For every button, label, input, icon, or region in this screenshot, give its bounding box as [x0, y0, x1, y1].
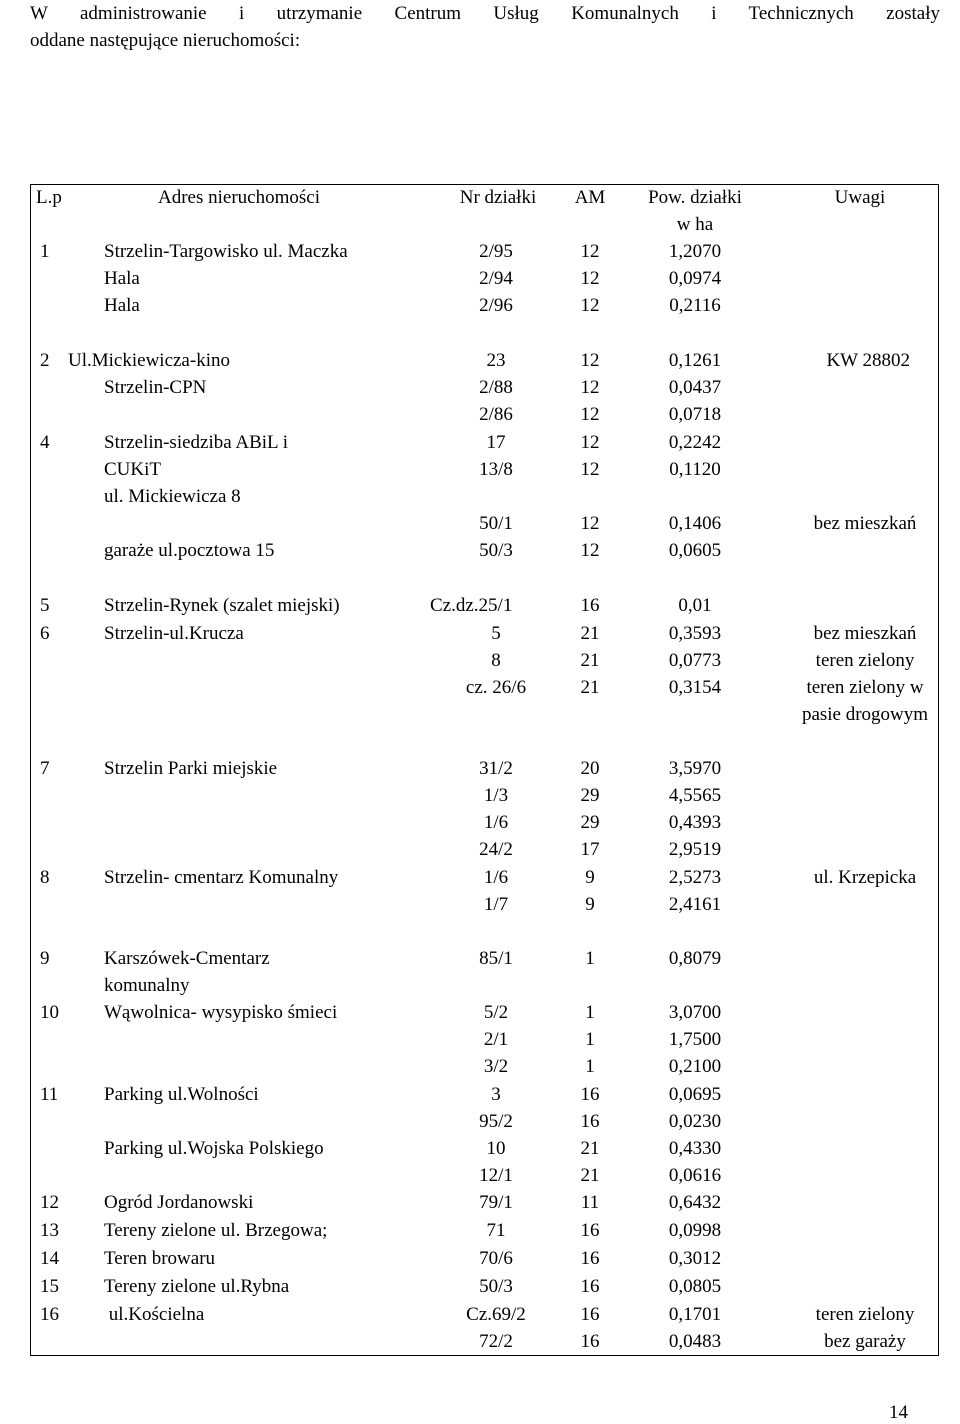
- row-4-adres-1: Strzelin-siedziba ABiL i: [104, 432, 288, 453]
- row-1-nr-3: 2/96: [479, 295, 513, 316]
- row-6-lp: 6: [40, 623, 50, 644]
- row-10-am-2: 1: [585, 1029, 595, 1050]
- row-2-am-3: 12: [580, 404, 600, 425]
- header-lp: L.p: [36, 187, 62, 208]
- row-12-adres: Ogród Jordanowski: [104, 1192, 254, 1213]
- row-7-pow-2: 4,5565: [668, 785, 722, 806]
- row-11-am-4: 21: [580, 1165, 600, 1186]
- row-8-am-2: 9: [585, 894, 595, 915]
- row-5-am: 16: [580, 595, 600, 616]
- row-11-nr-4: 12/1: [479, 1165, 513, 1186]
- table-border-right: [938, 184, 939, 1356]
- row-10-pow-1: 3,0700: [668, 1002, 722, 1023]
- row-5-nr: Cz.dz.25/1: [430, 595, 513, 616]
- row-10-nr-3: 3/2: [483, 1056, 509, 1077]
- row-5-adres: Strzelin-Rynek (szalet miejski): [104, 595, 340, 616]
- row-9-adres-2: komunalny: [104, 975, 190, 996]
- row-8-am-1: 9: [585, 867, 595, 888]
- row-6-pow-2: 0,0773: [668, 650, 722, 671]
- row-9-pow: 0,8079: [668, 948, 722, 969]
- row-11-nr-1: 3: [491, 1084, 501, 1105]
- row-7-am-2: 29: [580, 785, 600, 806]
- row-7-pow-4: 2,9519: [668, 839, 722, 860]
- row-13-nr: 71: [486, 1220, 506, 1241]
- row-10-am-3: 1: [585, 1056, 595, 1077]
- row-16-adres: ul.Kościelna: [104, 1304, 205, 1325]
- row-6-nr-2: 8: [491, 650, 501, 671]
- row-8-pow-1: 2,5273: [668, 867, 722, 888]
- row-4-pow-3: 0,1406: [668, 513, 722, 534]
- row-7-nr-1: 31/2: [479, 758, 513, 779]
- row-7-pow-1: 3,5970: [668, 758, 722, 779]
- row-10-nr-2: 2/1: [483, 1029, 509, 1050]
- row-7-nr-4: 24/2: [479, 839, 513, 860]
- row-6-uwagi-3: teren zielony w: [806, 677, 924, 698]
- row-8-nr-2: 1/7: [483, 894, 509, 915]
- row-16-am-1: 16: [580, 1304, 600, 1325]
- row-8-pow-2: 2,4161: [668, 894, 722, 915]
- row-2-nr-2: 2/88: [479, 377, 513, 398]
- row-8-lp: 8: [40, 867, 50, 888]
- row-6-nr-1: 5: [491, 623, 501, 644]
- row-7-lp: 7: [40, 758, 50, 779]
- row-1-pow-2: 0,0974: [668, 268, 722, 289]
- header-am: AM: [574, 187, 606, 208]
- row-2-am-2: 12: [580, 377, 600, 398]
- row-2-lp: 2: [40, 350, 50, 371]
- row-6-pow-1: 0,3593: [668, 623, 722, 644]
- page-number: 14: [889, 1402, 908, 1423]
- row-8-adres: Strzelin- cmentarz Komunalny: [104, 867, 339, 888]
- row-2-nr-3: 2/86: [479, 404, 513, 425]
- row-13-adres: Tereny zielone ul. Brzegowa;: [104, 1220, 328, 1241]
- row-10-adres: Wąwolnica- wysypisko śmieci: [104, 1002, 338, 1023]
- row-13-am: 16: [580, 1220, 600, 1241]
- row-1-am-1: 12: [580, 241, 600, 262]
- row-6-uwagi-1: bez mieszkań: [813, 623, 917, 644]
- row-16-uwagi-1: teren zielony: [815, 1304, 915, 1325]
- row-16-pow-2: 0,0483: [668, 1331, 722, 1352]
- row-11-nr-3: 10: [486, 1138, 506, 1159]
- row-11-am-1: 16: [580, 1084, 600, 1105]
- row-7-adres: Strzelin Parki miejskie: [104, 758, 278, 779]
- row-6-nr-3: cz. 26/6: [465, 677, 527, 698]
- row-4-am-4: 12: [580, 540, 600, 561]
- row-15-nr: 50/3: [479, 1276, 513, 1297]
- row-11-pow-1: 0,0695: [668, 1084, 722, 1105]
- row-14-pow: 0,3012: [668, 1248, 722, 1269]
- row-4-nr-4: 50/3: [479, 540, 513, 561]
- row-14-adres: Teren browaru: [104, 1248, 216, 1269]
- header-nr: Nr działki: [459, 187, 537, 208]
- row-5-pow: 0,01: [678, 595, 712, 616]
- row-6-uwagi-2: teren zielony: [815, 650, 915, 671]
- row-6-am-1: 21: [580, 623, 600, 644]
- row-4-nr-3: 50/1: [479, 513, 513, 534]
- row-12-pow: 0,6432: [668, 1192, 722, 1213]
- row-1-adres-1: Strzelin-Targowisko ul. Maczka: [104, 241, 348, 262]
- row-11-am-3: 21: [580, 1138, 600, 1159]
- header-pow-1: Pow. działki: [648, 187, 742, 208]
- row-4-am-2: 12: [580, 459, 600, 480]
- row-7-am-1: 20: [580, 758, 600, 779]
- row-12-am: 11: [580, 1192, 600, 1213]
- row-2-pow-3: 0,0718: [668, 404, 722, 425]
- row-4-pow-1: 0,2242: [668, 432, 722, 453]
- row-11-pow-4: 0,0616: [668, 1165, 722, 1186]
- row-16-nr-1: Cz.69/2: [466, 1304, 526, 1325]
- row-13-lp: 13: [40, 1220, 59, 1241]
- row-2-adres-1: Ul.Mickiewicza-kino: [68, 350, 230, 371]
- row-1-nr-2: 2/94: [479, 268, 513, 289]
- row-16-nr-2: 72/2: [479, 1331, 513, 1352]
- row-2-adres-2: Strzelin-CPN: [104, 377, 207, 398]
- row-1-adres-2: Hala: [104, 268, 140, 289]
- row-6-am-3: 21: [580, 677, 600, 698]
- row-15-lp: 15: [40, 1276, 59, 1297]
- row-4-am-3: 12: [580, 513, 600, 534]
- row-4-adres-4: garaże ul.pocztowa 15: [104, 540, 275, 561]
- row-15-adres: Tereny zielone ul.Rybna: [104, 1276, 290, 1297]
- row-7-am-3: 29: [580, 812, 600, 833]
- row-8-uwagi: ul. Krzepicka: [813, 867, 917, 888]
- row-2-pow-1: 0,1261: [668, 350, 722, 371]
- header-pow-2: w ha: [676, 214, 714, 235]
- row-11-adres-2: Parking ul.Wojska Polskiego: [104, 1138, 324, 1159]
- row-4-pow-4: 0,0605: [668, 540, 722, 561]
- row-11-am-2: 16: [580, 1111, 600, 1132]
- row-11-pow-2: 0,0230: [668, 1111, 722, 1132]
- header-adres: Adres nieruchomości: [158, 187, 320, 208]
- row-14-am: 16: [580, 1248, 600, 1269]
- row-10-pow-3: 0,2100: [668, 1056, 722, 1077]
- row-12-nr: 79/1: [479, 1192, 513, 1213]
- row-2-nr-1: 23: [486, 350, 506, 371]
- row-6-am-2: 21: [580, 650, 600, 671]
- row-2-am-1: 12: [580, 350, 600, 371]
- row-15-am: 16: [580, 1276, 600, 1297]
- row-14-nr: 70/6: [479, 1248, 513, 1269]
- row-15-pow: 0,0805: [668, 1276, 722, 1297]
- row-5-lp: 5: [40, 595, 50, 616]
- row-1-adres-3: Hala: [104, 295, 140, 316]
- row-2-pow-2: 0,0437: [668, 377, 722, 398]
- intro-line-1: W administrowanie i utrzymanie Centrum Usług Komunalnych i Technicznych zostały: [30, 3, 940, 24]
- row-9-nr: 85/1: [479, 948, 513, 969]
- row-7-nr-2: 1/3: [483, 785, 509, 806]
- row-11-nr-2: 95/2: [479, 1111, 513, 1132]
- row-1-pow-3: 0,2116: [669, 295, 721, 316]
- row-16-pow-1: 0,1701: [668, 1304, 722, 1325]
- row-6-adres: Strzelin-ul.Krucza: [104, 623, 244, 644]
- row-4-adres-2: CUKiT: [104, 459, 161, 480]
- row-16-uwagi-2: bez garaży: [824, 1331, 906, 1352]
- row-7-am-4: 17: [580, 839, 600, 860]
- row-4-am-1: 12: [580, 432, 600, 453]
- row-8-nr-1: 1/6: [483, 867, 509, 888]
- row-12-lp: 12: [40, 1192, 59, 1213]
- row-14-lp: 14: [40, 1248, 59, 1269]
- row-1-am-2: 12: [580, 268, 600, 289]
- row-1-am-3: 12: [580, 295, 600, 316]
- row-10-lp: 10: [40, 1002, 59, 1023]
- intro-line-2: oddane następujące nieruchomości:: [30, 30, 301, 51]
- header-uwagi: Uwagi: [834, 187, 886, 208]
- table-border-left: [30, 184, 31, 1356]
- row-4-pow-2: 0,1120: [669, 459, 721, 480]
- row-4-nr-1: 17: [486, 432, 506, 453]
- row-7-nr-3: 1/6: [483, 812, 509, 833]
- row-11-lp: 11: [40, 1084, 59, 1105]
- row-4-adres-3: ul. Mickiewicza 8: [104, 486, 241, 507]
- row-10-nr-1: 5/2: [483, 1002, 509, 1023]
- row-11-pow-3: 0,4330: [668, 1138, 722, 1159]
- row-6-uwagi-4: pasie drogowym: [801, 704, 929, 725]
- row-10-pow-2: 1,7500: [668, 1029, 722, 1050]
- row-10-am-1: 1: [585, 1002, 595, 1023]
- row-6-pow-3: 0,3154: [668, 677, 722, 698]
- row-13-pow: 0,0998: [668, 1220, 722, 1241]
- row-16-am-2: 16: [580, 1331, 600, 1352]
- row-1-nr-1: 2/95: [479, 241, 513, 262]
- row-2-uwagi: KW 28802: [826, 350, 910, 371]
- row-16-lp: 16: [40, 1304, 59, 1325]
- row-1-pow-1: 1,2070: [668, 241, 722, 262]
- row-9-lp: 9: [40, 948, 50, 969]
- row-4-uwagi: bez mieszkań: [813, 513, 917, 534]
- row-7-pow-3: 0,4393: [668, 812, 722, 833]
- row-1-lp: 1: [40, 241, 50, 262]
- row-9-adres-1: Karszówek-Cmentarz: [104, 948, 270, 969]
- row-11-adres-1: Parking ul.Wolności: [104, 1084, 259, 1105]
- row-9-am: 1: [585, 948, 595, 969]
- row-4-lp: 4: [40, 432, 50, 453]
- intro-paragraph: [30, 0, 940, 54]
- row-4-nr-2: 13/8: [479, 459, 513, 480]
